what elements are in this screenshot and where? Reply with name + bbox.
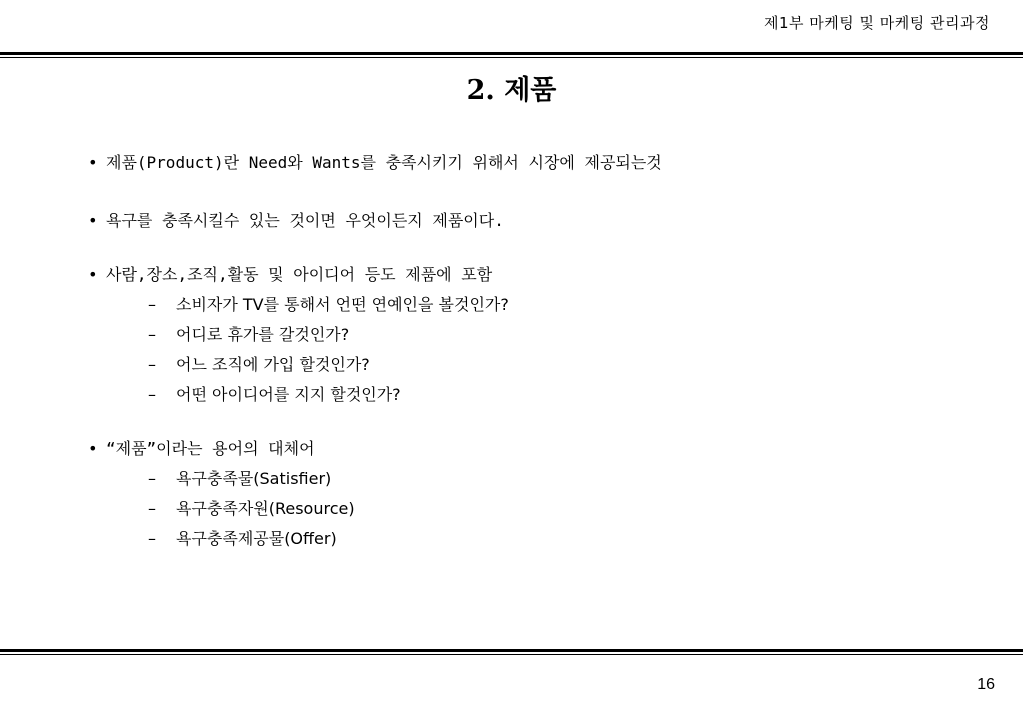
sub-item [88,350,988,380]
dash-icon: – [148,385,156,404]
dash-icon: – [148,325,156,344]
sub-item-text: 욕구충족물(Satisfier) [176,469,332,488]
bullet-dot-icon: • [88,153,98,172]
sub-item [88,464,988,494]
bullet-text: 사람,장소,조직,활동 및 아이디어 등도 제품에 포함 [106,265,493,284]
dash-icon: – [148,499,156,518]
bullet-item [88,206,988,236]
sub-item-text: 어느 조직에 가입 할것인가? [176,355,370,374]
sub-item [88,494,988,524]
bullet-dot-icon: • [88,265,98,284]
header-divider-thin [0,57,1023,58]
bullet-dot-icon: • [88,439,98,458]
header-divider-thick [0,52,1023,55]
bullet-item [88,434,988,464]
sub-item [88,320,988,350]
page-number: 16 [977,676,995,693]
bullet-dot-icon: • [88,211,98,230]
sub-item [88,290,988,320]
footer-divider-thick [0,649,1023,652]
sub-item-text: 어디로 휴가를 갈것인가? [176,325,350,344]
bullet-item [88,148,988,178]
sub-item-text: 어떤 아이디어를 지지 할것인가? [176,385,401,404]
footer-divider-thin [0,654,1023,655]
slide-content [88,148,988,554]
slide-header: 제1부 마케팅 및 마케팅 관리과정 [764,14,990,32]
sub-item-text: 욕구충족제공물(Offer) [176,529,337,548]
dash-icon: – [148,295,156,314]
bullet-text: “제품”이라는 용어의 대체어 [106,439,315,458]
slide-title: 2. 제품 [466,75,557,106]
dash-icon: – [148,355,156,374]
bullet-text: 욕구를 충족시킬수 있는 것이면 우엇이든지 제품이다. [106,211,504,230]
sub-item [88,380,988,410]
bullet-text: 제품(Product)란 Need와 Wants를 충족시키기 위해서 시장에 제공되는것 [106,153,662,172]
sub-item-text: 욕구충족자원(Resource) [176,499,355,518]
sub-item [88,524,988,554]
dash-icon: – [148,529,156,548]
bullet-item [88,260,988,290]
dash-icon: – [148,469,156,488]
sub-item-text: 소비자가 TV를 통해서 언떤 연예인을 볼것인가? [176,295,509,314]
